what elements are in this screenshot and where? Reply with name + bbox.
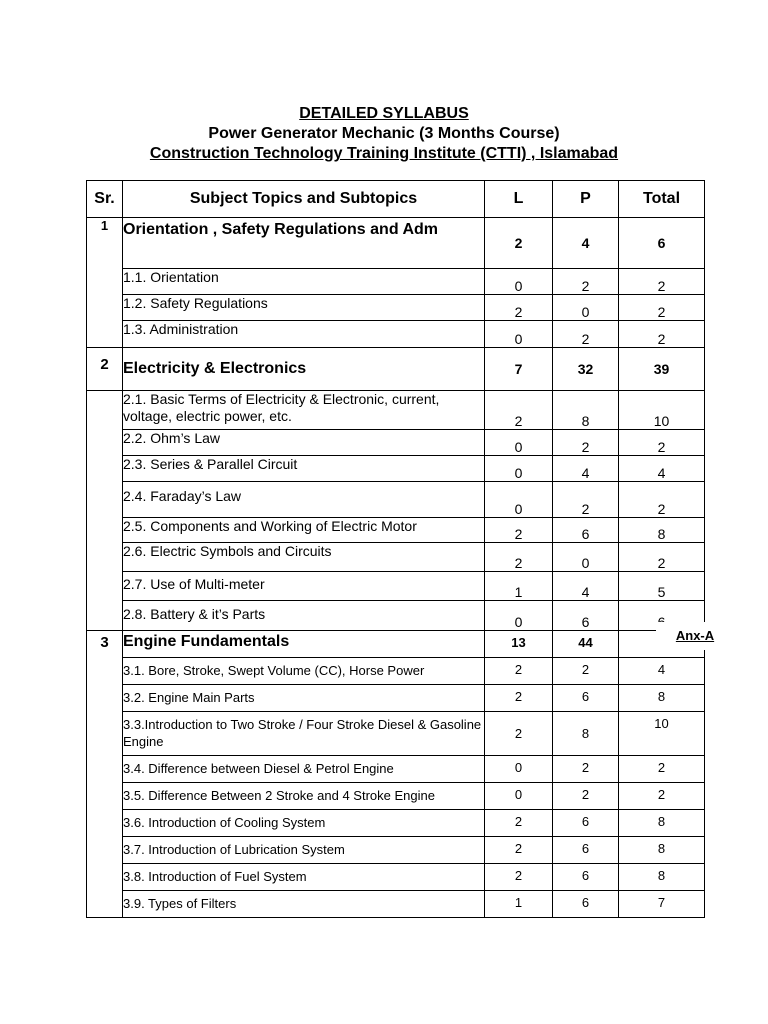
- cell-l: 0: [485, 601, 553, 631]
- cell-l: 2: [485, 543, 553, 572]
- cell-l: 0: [485, 756, 553, 783]
- cell-l: 0: [485, 456, 553, 482]
- section-total: 6: [619, 218, 705, 269]
- cell-p: 2: [553, 783, 619, 810]
- table-row: [87, 391, 705, 430]
- cell-p: 2: [553, 482, 619, 518]
- cell-l: 2: [485, 712, 553, 756]
- subtopic: 2.2. Ohm’s Law: [123, 430, 485, 456]
- cell-l: 1: [485, 572, 553, 601]
- cell-p: 2: [553, 269, 619, 295]
- subtopic: 1.3. Administration: [123, 321, 485, 348]
- table-row: [87, 518, 705, 543]
- section-p: 4: [553, 218, 619, 269]
- institute-name: Construction Technology Training Institute (CTTI) , Islamabad: [149, 145, 619, 162]
- cell-total: 4: [619, 658, 705, 685]
- cell-l: 2: [485, 518, 553, 543]
- subtopic: 3.1. Bore, Stroke, Swept Volume (CC), Horse Power: [123, 658, 485, 685]
- cell-l: 2: [485, 391, 553, 430]
- cell-p: 2: [553, 756, 619, 783]
- cell-l: 1: [485, 891, 553, 918]
- section-row: [87, 218, 705, 269]
- cell-total: 7: [619, 891, 705, 918]
- section-total: 39: [619, 348, 705, 391]
- syllabus-table: [86, 180, 705, 918]
- table-row: [87, 572, 705, 601]
- cell-p: 4: [553, 456, 619, 482]
- cell-l: 0: [485, 783, 553, 810]
- section-number-blank: [87, 391, 123, 631]
- table-row: [87, 712, 705, 756]
- table-header-row: [87, 181, 705, 218]
- cell-l: 2: [485, 810, 553, 837]
- section-title: Electricity & Electronics: [123, 348, 485, 391]
- subtopic: 3.2. Engine Main Parts: [123, 685, 485, 712]
- cell-p: 0: [553, 295, 619, 321]
- subtopic: 2.4. Faraday’s Law: [123, 482, 485, 518]
- cell-l: 0: [485, 482, 553, 518]
- section-l: 13: [485, 631, 553, 658]
- annex-label: Anx-A: [656, 622, 734, 650]
- cell-l: 2: [485, 685, 553, 712]
- header-sr: Sr.: [87, 181, 123, 218]
- subtopic: 2.7. Use of Multi-meter: [123, 572, 485, 601]
- subtopic: 3.3.Introduction to Two Stroke / Four Stroke Diesel & Gasoline Engine: [123, 712, 485, 756]
- cell-total: 4: [619, 456, 705, 482]
- section-number: 2: [87, 348, 123, 391]
- cell-p: 6: [553, 810, 619, 837]
- cell-total: 2: [619, 482, 705, 518]
- table-row: [87, 601, 705, 631]
- section-p: 32: [553, 348, 619, 391]
- cell-total: 8: [619, 810, 705, 837]
- section-row: [87, 348, 705, 391]
- cell-p: 6: [553, 891, 619, 918]
- subtopic: 1.2. Safety Regulations: [123, 295, 485, 321]
- header-p: P: [553, 181, 619, 218]
- cell-l: 2: [485, 295, 553, 321]
- course-title: Power Generator Mechanic (3 Months Course): [208, 125, 560, 142]
- subtopic: 3.5. Difference Between 2 Stroke and 4 Stroke Engine: [123, 783, 485, 810]
- table-row: [87, 891, 705, 918]
- table-row: [87, 756, 705, 783]
- header-total: Total: [619, 181, 705, 218]
- cell-total: 2: [619, 783, 705, 810]
- cell-l: 2: [485, 837, 553, 864]
- cell-l: 0: [485, 269, 553, 295]
- subtopic: 3.6. Introduction of Cooling System: [123, 810, 485, 837]
- cell-l: 0: [485, 430, 553, 456]
- cell-p: 8: [553, 712, 619, 756]
- cell-p: 8: [553, 391, 619, 430]
- cell-total: 2: [619, 321, 705, 348]
- cell-total: 10: [619, 712, 705, 756]
- cell-p: 0: [553, 543, 619, 572]
- table-row: [87, 321, 705, 348]
- cell-total: 5: [619, 572, 705, 601]
- section-number: 3: [87, 631, 123, 918]
- cell-p: 6: [553, 601, 619, 631]
- subtopic: 3.7. Introduction of Lubrication System: [123, 837, 485, 864]
- header-subject: Subject Topics and Subtopics: [123, 181, 485, 218]
- subtopic: 2.8. Battery & it’s Parts: [123, 601, 485, 631]
- syllabus-heading: DETAILED SYLLABUS: [299, 105, 469, 122]
- cell-p: 2: [553, 658, 619, 685]
- table-row: [87, 456, 705, 482]
- cell-l: 2: [485, 658, 553, 685]
- section-l: 2: [485, 218, 553, 269]
- subtopic: 1.1. Orientation: [123, 269, 485, 295]
- subtopic: 2.6. Electric Symbols and Circuits: [123, 543, 485, 572]
- table-row: [87, 295, 705, 321]
- subtopic: 2.3. Series & Parallel Circuit: [123, 456, 485, 482]
- cell-total: 8: [619, 864, 705, 891]
- section-title: Orientation , Safety Regulations and Adm: [123, 218, 485, 269]
- table-row: [87, 658, 705, 685]
- subtopic: 2.1. Basic Terms of Electricity & Electronic, current, voltage, electric power, etc.: [123, 391, 485, 430]
- cell-total: 8: [619, 518, 705, 543]
- table-row: [87, 482, 705, 518]
- section-l: 7: [485, 348, 553, 391]
- cell-p: 6: [553, 685, 619, 712]
- cell-l: 0: [485, 321, 553, 348]
- cell-total: 8: [619, 837, 705, 864]
- subtopic: 3.9. Types of Filters: [123, 891, 485, 918]
- subtopic: 3.4. Difference between Diesel & Petrol Engine: [123, 756, 485, 783]
- cell-total: 10: [619, 391, 705, 430]
- cell-p: 2: [553, 430, 619, 456]
- cell-total: 8: [619, 685, 705, 712]
- table-row: [87, 864, 705, 891]
- cell-total: 2: [619, 430, 705, 456]
- cell-p: 2: [553, 321, 619, 348]
- table-row: [87, 810, 705, 837]
- subtopic: 3.8. Introduction of Fuel System: [123, 864, 485, 891]
- cell-p: 6: [553, 864, 619, 891]
- section-number: 1: [87, 218, 123, 348]
- table-row: [87, 783, 705, 810]
- subtopic: 2.5. Components and Working of Electric Motor: [123, 518, 485, 543]
- cell-total: 2: [619, 756, 705, 783]
- header-l: L: [485, 181, 553, 218]
- cell-total: 2: [619, 543, 705, 572]
- cell-p: 6: [553, 837, 619, 864]
- table-row: [87, 837, 705, 864]
- table-row: [87, 430, 705, 456]
- table-row: [87, 543, 705, 572]
- cell-p: 4: [553, 572, 619, 601]
- cell-total: 2: [619, 269, 705, 295]
- section-title: Engine Fundamentals: [123, 631, 485, 658]
- cell-l: 2: [485, 864, 553, 891]
- section-p: 44: [553, 631, 619, 658]
- table-row: [87, 685, 705, 712]
- table-row: [87, 269, 705, 295]
- cell-total: 2: [619, 295, 705, 321]
- cell-p: 6: [553, 518, 619, 543]
- section-row: [87, 631, 705, 658]
